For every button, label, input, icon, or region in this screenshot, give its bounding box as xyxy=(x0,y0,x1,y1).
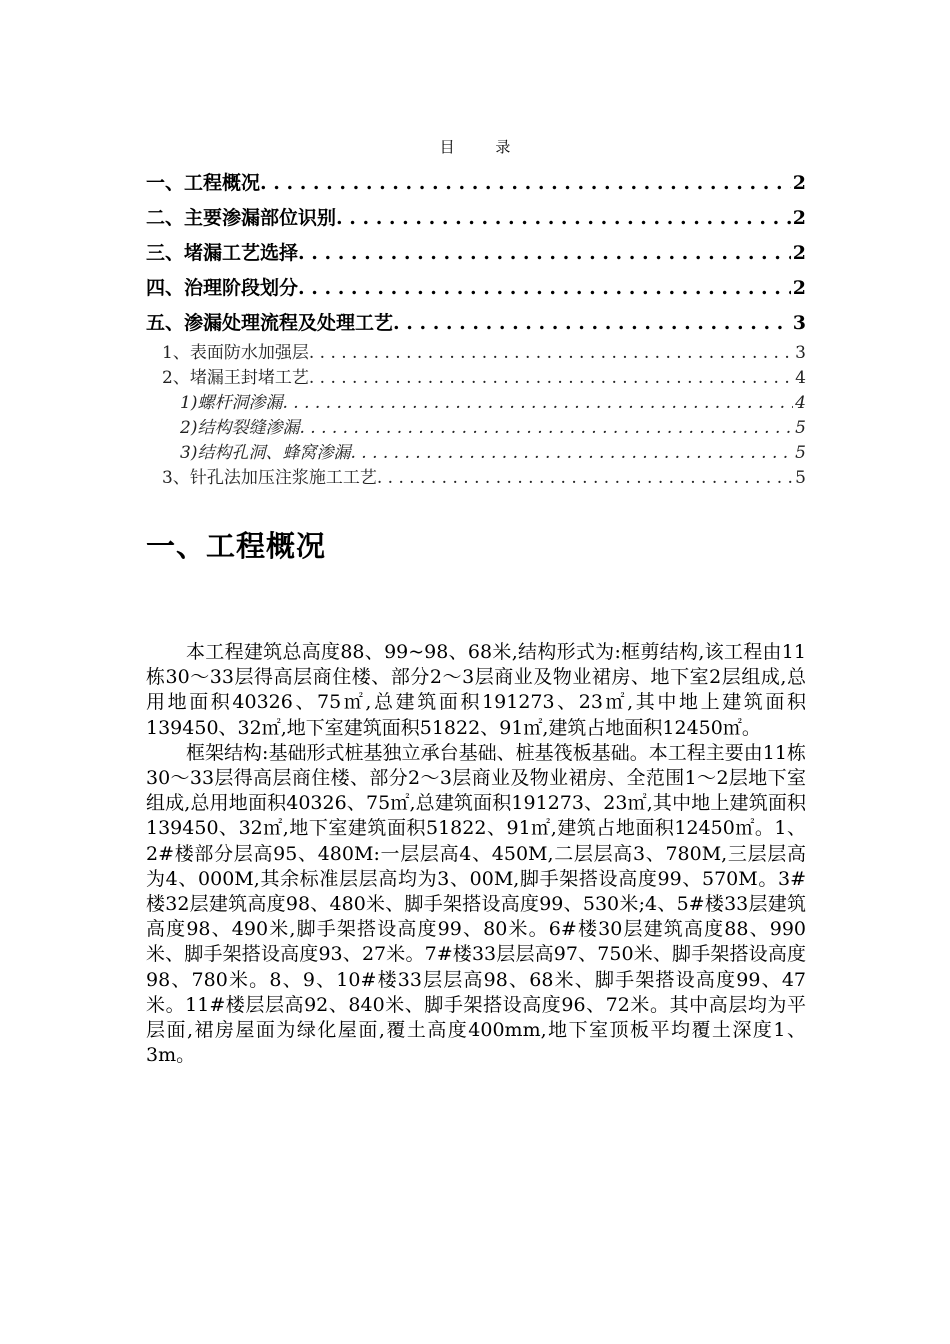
toc-entry[interactable] xyxy=(146,341,806,366)
section-body xyxy=(146,640,806,1068)
toc-entry-label: 三、堵漏工艺选择 xyxy=(146,242,299,264)
toc-leader-dots xyxy=(336,201,791,236)
toc-entry[interactable] xyxy=(146,201,806,236)
toc-entry-page: 4 xyxy=(795,393,806,413)
toc-leader-dots xyxy=(282,391,793,416)
toc-entry-page: 3 xyxy=(795,343,806,363)
toc-entry[interactable] xyxy=(146,271,806,306)
toc-entry-label: 五、渗漏处理流程及处理工艺 xyxy=(146,312,394,334)
toc-entry-page: 2 xyxy=(792,172,806,194)
toc-leader-dots xyxy=(299,416,793,441)
toc-entry[interactable] xyxy=(146,466,806,491)
toc-entry-page: 2 xyxy=(792,207,806,229)
toc-leader-dots xyxy=(298,236,791,271)
toc-entry[interactable] xyxy=(146,236,806,271)
toc-entry[interactable] xyxy=(146,416,806,441)
toc-entry-page: 5 xyxy=(795,443,806,463)
toc-entry[interactable] xyxy=(146,366,806,391)
toc-entry-page: 5 xyxy=(795,468,806,488)
toc-entry[interactable] xyxy=(146,441,806,466)
toc-entry[interactable] xyxy=(146,166,806,201)
toc-entry-label: 一、工程概况 xyxy=(146,172,261,194)
toc-leader-dots xyxy=(393,306,791,341)
toc-leader-dots xyxy=(350,441,793,466)
toc-leader-dots xyxy=(298,271,791,306)
toc-leader-dots xyxy=(260,166,791,201)
toc-entry-label: 1)螺杆洞渗漏 xyxy=(180,393,283,413)
toc-entry-page: 2 xyxy=(792,242,806,264)
body-paragraph: 框架结构:基础形式桩基独立承台基础、桩基筏板基础。本工程主要由11栋30～33层得高层商住楼、部分2～3层商业及物业裙房、全范围1～2层地下室组成,总用地面积40326、75㎡,总建筑面积191273、23㎡,其中地上建筑面积139450、32㎡,地下室建筑面积51822、91㎡,建筑占地面积12450㎡。1、2#楼部分层高95、480M:一层层高4、450M,二层层高3、780M,三层层高为4、000M,其余标准层层高均为3、00M,脚手架搭设高度99、570M。3#楼32层建筑高度98、480米、脚手架搭设高度99、530米;4、5#楼33层建筑高度98、490米,脚手架搭设高度99、80米。6#楼30层建筑高度88、990米、脚手架搭设高度93、27米。7#楼33层层高97、750米、脚手架搭设高度98、780米。8、9、10#楼33层层高98、68米、脚手架搭设高度99、47米。11#楼层层高92、840米、脚手架搭设高度96、72米。其中高层均为平层面,裙房屋面为绿化屋面,覆土高度400mm,地下室顶板平均覆土深度1、3m。 xyxy=(146,741,806,1067)
toc-leader-dots xyxy=(309,341,793,366)
toc-leader-dots xyxy=(377,466,793,491)
toc-entry-page: 5 xyxy=(795,418,806,438)
toc-entry-label: 2)结构裂缝渗漏 xyxy=(180,418,300,438)
toc-entry-label: 四、治理阶段划分 xyxy=(146,277,299,299)
toc-entry-label: 2、堵漏王封堵工艺 xyxy=(162,368,309,388)
toc-entry-label: 二、主要渗漏部位识别 xyxy=(146,207,337,229)
toc-title: 目 录 xyxy=(439,138,529,156)
toc-entry-label: 3)结构孔洞、蜂窝渗漏 xyxy=(180,443,351,463)
toc-entry-label: 1、表面防水加强层 xyxy=(162,343,309,363)
toc-entry[interactable] xyxy=(146,306,806,341)
toc-entry-page: 4 xyxy=(795,368,806,388)
toc-entry[interactable] xyxy=(146,391,806,416)
table-of-contents xyxy=(146,166,806,491)
body-paragraph: 本工程建筑总高度88、99~98、68米,结构形式为:框剪结构,该工程由11栋30～33层得高层商住楼、部分2～3层商业及物业裙房、地下室2层组成,总用地面积40326、75㎡,总建筑面积191273、23㎡,其中地上建筑面积139450、32㎡,地下室建筑面积51822、91㎡,建筑占地面积12450㎡。 xyxy=(146,641,806,739)
toc-leader-dots xyxy=(309,366,793,391)
toc-entry-page: 3 xyxy=(792,312,806,334)
toc-entry-label: 3、针孔法加压注浆施工工艺 xyxy=(162,468,377,488)
toc-entry-page: 2 xyxy=(792,277,806,299)
section-heading: 一、工程概况 xyxy=(146,529,327,563)
